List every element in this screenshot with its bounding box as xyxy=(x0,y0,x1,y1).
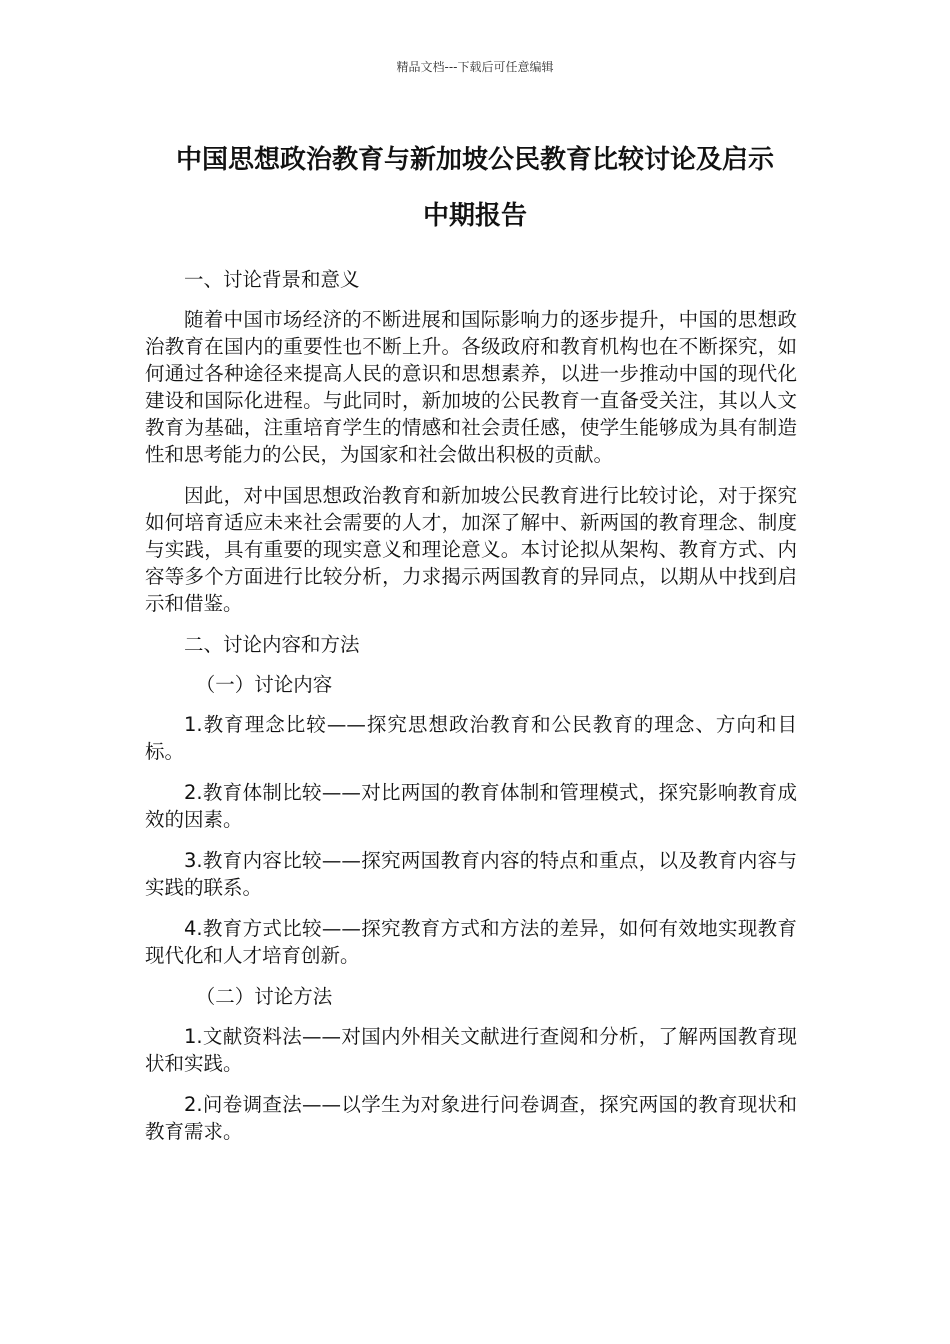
section-heading-content-methods: 二、讨论内容和方法 xyxy=(184,633,360,656)
paragraph-background-2: 因此，对中国思想政治教育和新加坡公民教育进行比较讨论，对于探究如何培育适应未来社会需要的人才，加深了解中、新两国的教育理念、制度与实践，具有重要的现实意义和理论意义。本讨论拟从架构、教育方式、内容等多个方面进行比较分析，力求揭示两国教育的异同点，以期从中找到启示和借鉴。 xyxy=(145,484,797,615)
list-item-method-2: 2.问卷调查法——以学生为对象进行问卷调查，探究两国的教育现状和教育需求。 xyxy=(145,1093,797,1143)
section-heading-background: 一、讨论背景和意义 xyxy=(184,268,360,291)
list-item-content-4: 4.教育方式比较——探究教育方式和方法的差异，如何有效地实现教育现代化和人才培育创新。 xyxy=(145,917,797,967)
title-line-2: 中期报告 xyxy=(422,201,527,231)
list-item-content-3: 3.教育内容比较——探究两国教育内容的特点和重点，以及教育内容与实践的联系。 xyxy=(145,849,797,899)
list-item-content-1: 1.教育理念比较——探究思想政治教育和公民教育的理念、方向和目标。 xyxy=(145,713,797,763)
document-title xyxy=(0,132,950,244)
title-line-1: 中国思想政治教育与新加坡公民教育比较讨论及启示 xyxy=(175,145,774,175)
subheading-methods: （二）讨论方法 xyxy=(195,985,333,1008)
subheading-content: （一）讨论内容 xyxy=(195,673,333,696)
document-body xyxy=(145,266,797,1159)
paragraph-background-1: 随着中国市场经济的不断进展和国际影响力的逐步提升，中国的思想政治教育在国内的重要性也不断上升。各级政府和教育机构也在不断探究，如何通过各种途径来提高人民的意识和思想素养，以进一步推动中国的现代化建设和国际化进程。与此同时，新加坡的公民教育一直备受关注，其以人文教育为基础，注重培育学生的情感和社会责任感，使学生能够成为具有制造性和思考能力的公民，为国家和社会做出积极的贡献。 xyxy=(145,308,797,466)
header-note: 精品文档---下载后可任意编辑 xyxy=(396,60,554,74)
list-item-method-1: 1.文献资料法——对国内外相关文献进行查阅和分析，了解两国教育现状和实践。 xyxy=(145,1025,797,1075)
list-item-content-2: 2.教育体制比较——对比两国的教育体制和管理模式，探究影响教育成效的因素。 xyxy=(145,781,797,831)
